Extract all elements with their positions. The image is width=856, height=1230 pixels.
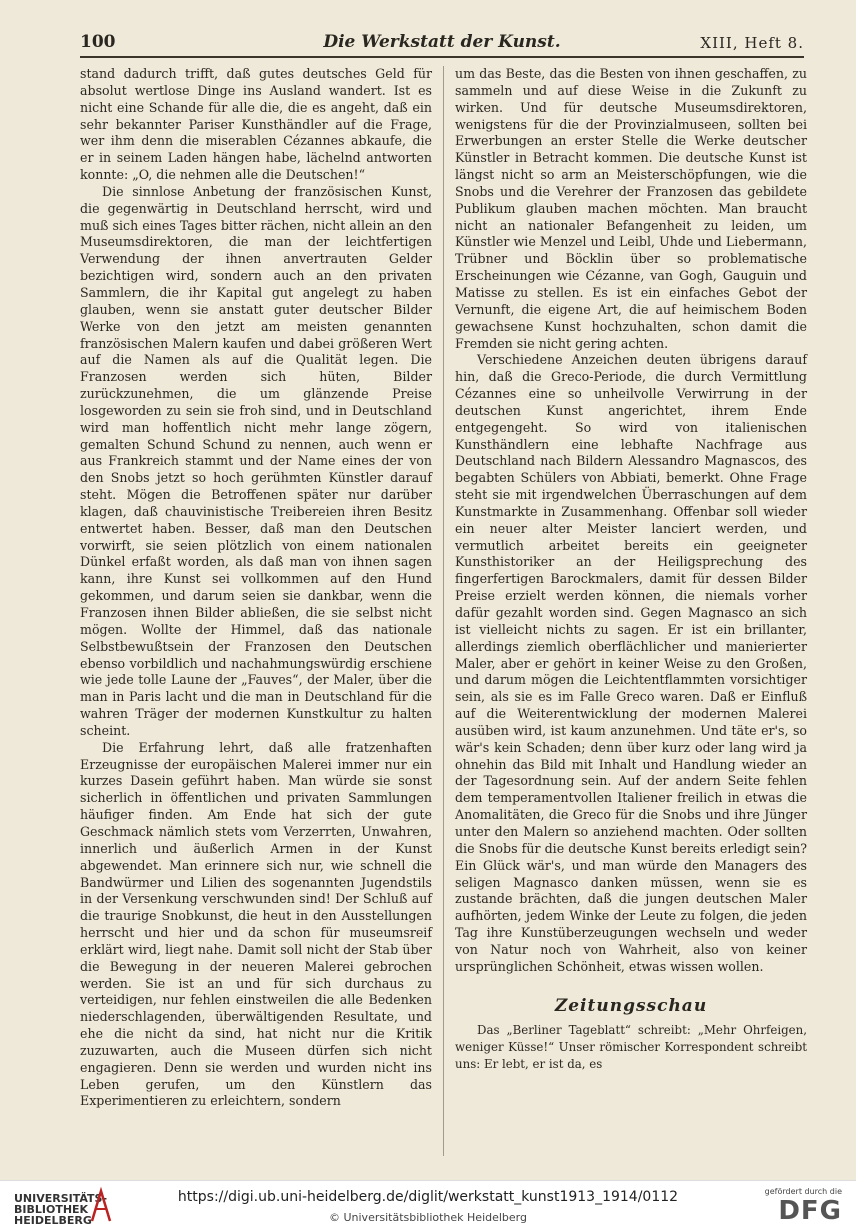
paragraph: stand dadurch trifft, daß gutes deutsches Geld für absolut wertlose Dinge ins Ausland wandert. Ist es nicht eine Schande für alle die, die es angeht, daß ein sehr bekannter Pariser Kunsthändler auf die Frage, wer ihm denn die miserablen Cézannes abkaufe, die er in seinem Laden hängen habe, lächelnd antworten konnte: „O, die nehmen alle die Deutschen!“: [80, 66, 432, 183]
section-heading: Zeitungsschau: [554, 995, 708, 1016]
right-column: [455, 66, 807, 1073]
paragraph: Das „Berliner Tageblatt“ schreibt: „Mehr Ohrfeigen, weniger Küsse!“ Unser römischer Korrespondent schreibt uns: Er lebt, er ist da, es: [455, 1023, 807, 1072]
left-column: [80, 66, 432, 1110]
paragraph: Die Erfahrung lehrt, daß alle fratzenhaften Erzeugnisse der europäischen Malerei immer nur ein kurzes Dasein geführt haben. Man würde sie sonst sicherlich in öffentlichen und privaten Sammlungen häufiger finden. Am Ende hat sich der gute Geschmack nämlich stets vom Verzerrten, Unwahren, innerlich und äußerlich Armen in der Kunst abgewendet. Man erinnere sich nur, wie schnell die Bandwürmer und Lilien des sogenannten Jugendstils in der Versenkung verschwunden sind! Der Schluß auf die traurige Snobkunst, die heut in den Ausstellungen herrscht und hier und da schon für museumsreif erklärt wird, liegt nahe. Damit soll nicht der Stab über die Bewegung in der neueren Malerei gebrochen werden. Sie ist an und für sich durchaus zu verteidigen, nur fehlen einstweilen die alle Bedenken niederschlagenden, überwältigenden Resultate, und ehe die nicht da sind, hat nicht nur die Kritik zuzuwarten, auch die Museen dürfen sich nicht engagieren. Denn sie werden und wurden nicht ins Leben gerufen, um den Künstlern das Experimentieren zu erleichtern, sondern: [80, 739, 432, 1109]
page-url-link[interactable]: https://digi.ub.uni-heidelberg.de/diglit/werkstatt_kunst1913_1914/0112: [177, 1189, 679, 1205]
funded-by-label: gefördert durch die: [764, 1187, 842, 1196]
issue-label: XIII, Heft 8.: [700, 34, 804, 52]
paragraph: Verschiedene Anzeichen deuten übrigens darauf hin, daß die Greco-Periode, die durch Vermittlung Cézannes eine so unheilvolle Verwirrung in der deutschen Kunst angerichtet, ihrem Ende entgegengeht. So wird von italienischen Kunsthändlern eine lebhafte Nachfrage aus Deutschland nach Bildern Alessandro Magnascos, des begabten Schülers von Abbiati, bemerkt. Ohne Frage steht sie mit irgendwelchen Überraschungen auf dem Kunstmarkte in Zusammenhang. Offenbar soll wieder ein neuer alter Meister lanciert werden, und vermutlich arbeitet bereits ein geeigneter Kunsthistoriker an der Heiligsprechung des fingerfertigen Barockmalers, damit für dessen Bilder Preise erzielt werden können, die niemals vorher dafür gezahlt worden sind. Gegen Magnasco an sich ist vielleicht nichts zu sagen. Er ist ein brillanter, allerdings ziemlich oberflächlicher und manierierter Maler, aber er gehört in keiner Weise zu den Großen, und darum mögen die Leichtentflammten vorsichtiger sein, als sie es im Falle Greco waren. Daß er Einfluß auf die Weiterentwicklung der modernen Malerei ausüben wird, ist kaum anzunehmen. Und täte er's, so wär's kein Schaden; denn über kurz oder lang wird ja ohnehin das Bild mit Inhalt und Handlung wieder an der Tagesordnung sein. Auf der andern Seite fehlen dem temperamentvollen Italiener freilich in etwas die Anomalitäten, die Greco für die Snobs und ihre Jünger unter den Malern so anziehend machten. Oder sollten die Snobs für die deutsche Kunst bereits erledigt sein? Ein Glück wär's, und man würde den Managers des seligen Magnasco danken müssen, wenn sie es zustande brächten, daß die jungen deutschen Maler aufhörten, jedem Winke der Leute zu folgen, die jeden Tag ihre Kunstüberzeugungen wechseln und weder von Natur noch von Wahrheit, also von keiner ursprünglichen Schönheit, etwas wissen wollen.: [455, 352, 807, 974]
dfg-logo[interactable]: DFG: [778, 1196, 842, 1226]
paragraph: um das Beste, das die Besten von ihnen geschaffen, zu sammeln und auf diese Weise in die Zukunft zu wirken. Und für deutsche Museumsdirektoren, wenigstens für die der Provinzialmuseen, sollten bei Erwerbungen an erster Stelle die Werke deutscher Künstler in Betracht kommen. Die deutsche Kunst ist längst nicht so arm an Meisterschöpfungen, wie die Snobs und die Verehrer der Franzosen das gebildete Publikum glauben machen möchten. Man braucht nicht an nationaler Befangenheit zu leiden, um Künstler wie Menzel und Leibl, Uhde und Liebermann, Trübner und Böcklin über so problematische Erscheinungen wie Cézanne, van Gogh, Gauguin und Matisse zu stellen. Es ist ein einfaches Gebot der Vernunft, die eigene Art, die auf heimischem Boden gewachsene Kunst hochzuhalten, schon damit die Fremden sie nicht gering achten.: [455, 66, 807, 351]
header-rule: [80, 56, 804, 58]
library-name: UNIVERSITÄTS- BIBLIOTHEK HEIDELBERG: [14, 1192, 108, 1227]
running-title: Die Werkstatt der Kunst.: [323, 32, 561, 52]
viewer-footer: [0, 1180, 856, 1230]
page-header: [80, 28, 804, 58]
copyright-notice: © Universitätsbibliothek Heidelberg: [328, 1211, 527, 1224]
page-number: 100: [80, 32, 116, 52]
column-divider: [443, 66, 444, 1156]
paragraph: Die sinnlose Anbetung der französischen Kunst, die gegenwärtig in Deutschland herrscht, wird und muß sich eines Tages bitter rächen, nicht allein an den Museumsdirektoren, die man der leichtfertigen Verwendung der ihnen anvertrauten Gelder bezichtigen wird, sondern auch an den privaten Sammlern, die ihr Kapital gut angelegt zu haben glauben, wenn sie anstatt guter deutscher Bilder Werke von den jetzt am meisten genannten französischen Malern kaufen und dabei größeren Wert auf die Namen als auf die Qualität legen. Die Franzosen werden sich hüten, Bilder zurückzunehmen, die um glänzende Preise losgeworden zu sein sie froh sind, und in Deutschland wird man hoffentlich nicht mehr lange zögern, gemalten Schund Schund zu nennen, auch wenn er aus Frankreich stammt und der Name eines der von den Snobs jetzt so hoch gerühmten Künstler darauf steht. Mögen die Betroffenen später nur darüber klagen, daß chauvinistische Treibereien ihren Besitz entwertet haben. Besser, daß man den Deutschen vorwirft, sie seien plötzlich von einem nationalen Dünkel erfaßt worden, als daß man von ihnen sagen kann, ihre Kunst sei vollkommen auf den Hund gekommen, und darum seien sie dankbar, wenn die Franzosen ihnen Bilder abließen, die sie selbst nicht mögen. Wollte der Himmel, daß das nationale Selbstbewußtsein der Franzosen den Deutschen ebenso vorbildlich und nachahmungswürdig erschiene wie jede tolle Laune der „Fauves“, der Maler, über die man in Paris lacht und die man in Deutschland für die wahren Träger der modernen Kunstkultur zu halten scheint.: [80, 183, 432, 738]
